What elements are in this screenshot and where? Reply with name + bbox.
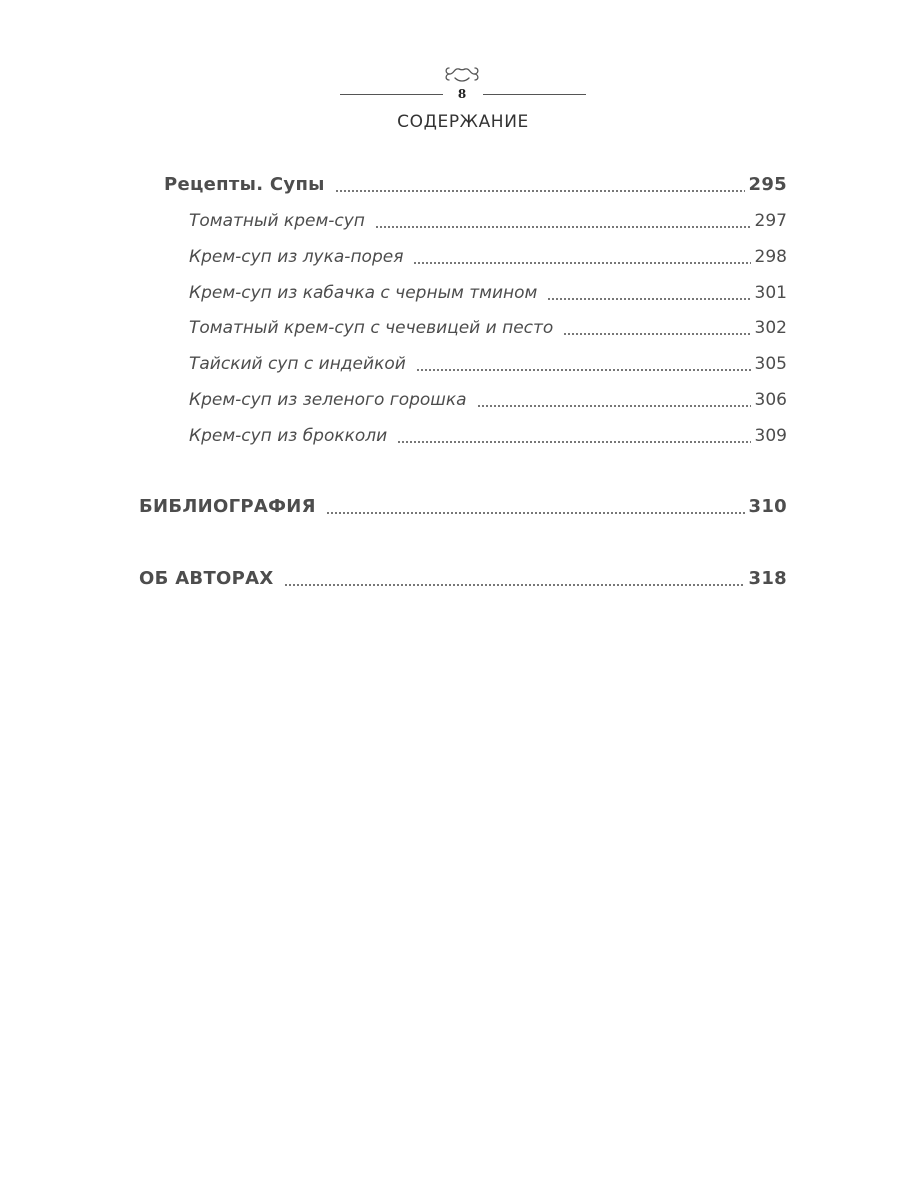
toc-entry-page: 298 bbox=[754, 247, 787, 267]
toc-entry-title: ОБ АВТОРАХ bbox=[139, 568, 274, 589]
dot-leader bbox=[477, 405, 751, 407]
toc-item[interactable] bbox=[189, 424, 787, 448]
toc-item[interactable] bbox=[189, 316, 787, 340]
scroll-ornament-icon bbox=[443, 62, 481, 86]
toc-item[interactable] bbox=[189, 245, 787, 269]
toc-entry-page: 302 bbox=[754, 318, 787, 338]
toc-entry-title: Томатный крем-суп bbox=[189, 211, 365, 231]
dot-leader bbox=[326, 512, 745, 514]
dot-leader bbox=[563, 333, 750, 335]
toc-entry-page: 306 bbox=[754, 390, 787, 410]
dot-leader bbox=[416, 369, 751, 371]
page-number: 8 bbox=[457, 87, 467, 101]
toc-chapter-bibliography[interactable] bbox=[139, 495, 787, 519]
dot-leader bbox=[284, 584, 745, 586]
toc-entry-page: 305 bbox=[754, 354, 787, 374]
header-rule-right bbox=[483, 94, 586, 95]
toc-item[interactable] bbox=[189, 281, 787, 305]
toc-section-recipes-soups[interactable] bbox=[164, 173, 787, 197]
toc-chapter-about-authors[interactable] bbox=[139, 567, 787, 591]
toc-entry-page: 310 bbox=[748, 496, 787, 517]
toc-entry-title: Крем-суп из кабачка с черным тмином bbox=[189, 283, 538, 303]
toc-item[interactable] bbox=[189, 388, 787, 412]
page-header bbox=[0, 0, 900, 140]
header-rule-left bbox=[340, 94, 443, 95]
toc-entry-title: Крем-суп из зеленого горошка bbox=[189, 390, 467, 410]
dot-leader bbox=[375, 226, 751, 228]
dot-leader bbox=[547, 298, 750, 300]
toc-entry-title: Тайский суп с индейкой bbox=[189, 354, 406, 374]
toc-entry-title: Крем-суп из лука-порея bbox=[189, 247, 404, 267]
running-title: СОДЕРЖАНИЕ bbox=[397, 112, 529, 132]
toc-item[interactable] bbox=[189, 352, 787, 376]
toc-entry-page: 309 bbox=[754, 426, 787, 446]
toc-entry-title: Томатный крем-суп с чечевицей и песто bbox=[189, 318, 554, 338]
dot-leader bbox=[413, 262, 750, 264]
toc-entry-title: БИБЛИОГРАФИЯ bbox=[139, 496, 316, 517]
dot-leader bbox=[335, 190, 745, 192]
toc-entry-page: 318 bbox=[748, 568, 787, 589]
dot-leader bbox=[397, 441, 750, 443]
toc-entry-title: Рецепты. Супы bbox=[164, 174, 325, 195]
toc-entry-page: 295 bbox=[748, 174, 787, 195]
toc-entry-page: 301 bbox=[754, 283, 787, 303]
toc-item[interactable] bbox=[189, 209, 787, 233]
toc-entry-title: Крем-суп из брокколи bbox=[189, 426, 388, 446]
toc-entry-page: 297 bbox=[754, 211, 787, 231]
